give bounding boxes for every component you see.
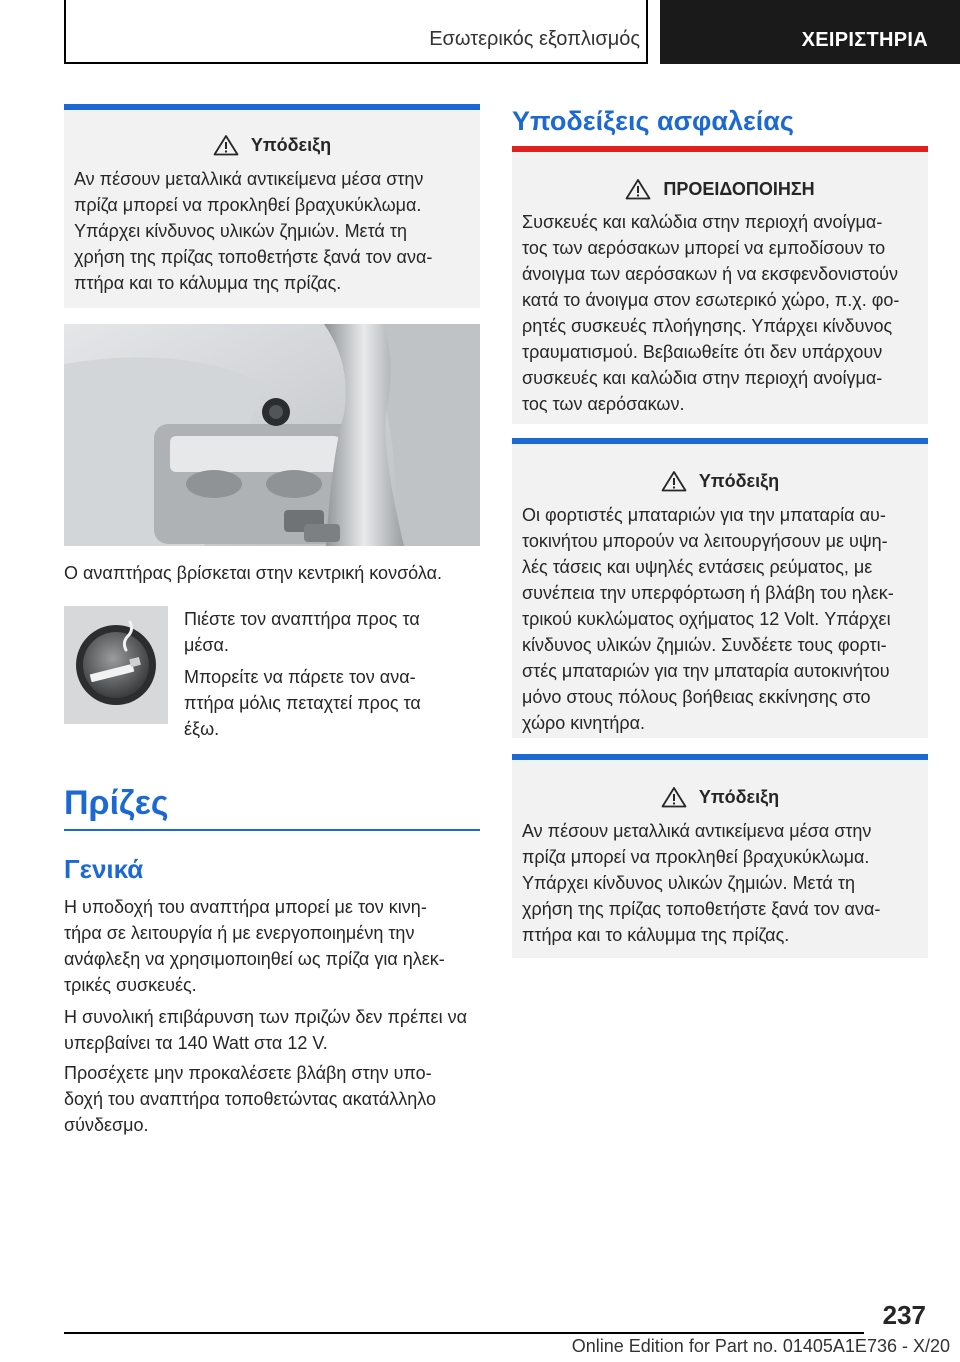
step-line: μέσα. [184,635,229,655]
paragraph-socket-usage [64,894,480,998]
note-line: στές μπαταριών για την μπαταρία αυτοκινήτου [522,661,890,681]
note-line: πρίζα μπορεί να προκληθεί βραχυκύκλωμα. [74,195,422,215]
header-rule-right [646,0,648,64]
header-chapter-tab[interactable]: ΧΕΙΡΙΣΤΗΡΙΑ [660,0,960,64]
paragraph-line: δοχή του αναπτήρα τοποθετώντας ακατάλληλο [64,1089,436,1109]
warning-line: τραυματισμού. Βεβαιωθείτε ότι δεν υπάρχουν [522,342,883,362]
note-body [64,156,480,296]
warning-triangle-icon [213,134,239,156]
warning-body [512,200,928,417]
note-header [64,134,480,156]
paragraph-line: τήρα σε λειτουργία ή με ενεργοποιημένη την [64,923,415,943]
warning-line: τος των αερόσακων. [522,394,685,414]
header-rule-bottom [64,62,648,64]
step-line: Πιέστε τον αναπτήρα προς τα [184,609,420,629]
paragraph-line: Προσέχετε μην προκαλέσετε βλάβη στην υπο- [64,1063,432,1083]
step-remove-lighter [184,664,480,742]
section-heading-safety: Υποδείξεις ασφαλείας [512,106,794,136]
photo-caption: Ο αναπτήρας βρίσκεται στην κεντρική κονσόλα. [64,563,442,583]
warning-line: κατά το άνοιγμα στον εσωτερικό χώρο, π.χ. φο- [522,290,900,310]
note-line: χρήση της πρίζας τοποθετήστε ξανά τον ανα- [522,899,881,919]
note-header [512,786,928,808]
warning-box-airbags [512,146,928,424]
header-rule-left [64,0,66,64]
note-line: Υπάρχει κίνδυνος υλικών ζημιών. Μετά τη [522,873,855,893]
note-line: πρίζα μπορεί να προκληθεί βραχυκύκλωμα. [522,847,870,867]
note-line: Αν πέσουν μεταλλικά αντικείμενα μέσα στην [74,169,424,189]
footer-edition: Online Edition for Part no. 01405A1E736 - X/20 [571,1336,950,1356]
warning-line: συσκευές και καλώδια στην περιοχή ανοίγμα- [522,368,883,388]
center-console-photo [64,324,480,546]
note-line: μόνο στους πόλους βοήθειας εκκίνησης στο [522,687,871,707]
paragraph-line: τρικές συσκευές. [64,975,197,995]
paragraph-line: σύνδεσμο. [64,1115,149,1135]
warning-line: άνοιγμα των αερόσακων ή να εκσφενδονιστούν [522,264,899,284]
note-line: πτήρα και το κάλυμμα της πρίζας. [74,273,342,293]
warning-triangle-icon [661,470,687,492]
paragraph-line: Η υποδοχή του αναπτήρα μπορεί με τον κινη- [64,897,427,917]
paragraph-line: υπερβαίνει τα 140 Watt στα 12 V. [64,1033,328,1053]
note-body [512,492,928,736]
warning-title: ΠΡΟΕΙΔΟΠΟΙΗΣΗ [663,178,815,199]
cigarette-lighter-image [64,606,168,724]
note-body [512,808,928,948]
note-header [512,470,928,492]
note-line: Οι φορτιστές μπαταριών για την μπαταρία αυ- [522,505,886,525]
warning-triangle-icon [625,178,651,200]
footer-rule [64,1332,864,1334]
note-box-battery-chargers [512,438,928,738]
note-line: τοκινήτου μπορούν να λειτουργήσουν με υψη- [522,531,888,551]
note-line: τρικού κυκλώματος οχήματος 12 Volt. Υπάρχει [522,609,891,629]
step-line: πτήρα μόλις πεταχτεί προς τα [184,693,421,713]
step-press-lighter [184,606,480,658]
warning-header [512,178,928,200]
warning-line: Συσκευές και καλώδια στην περιοχή ανοίγμα- [522,212,883,232]
warning-line: τος των αερόσακων μπορεί να εμποδίσουν το [522,238,886,258]
warning-line: ρητές συσκευές πλοήγησης. Υπάρχει κίνδυνος [522,316,893,336]
note-line: πτήρα και το κάλυμμα της πρίζας. [522,925,790,945]
note-line: συνέπεια την υπερφόρτωση ή βλάβη του ηλεκ- [522,583,894,603]
paragraph-line: Η συνολική επιβάρυνση των πριζών δεν πρέπει να [64,1007,467,1027]
warning-triangle-icon [661,786,687,808]
paragraph-socket-load [64,1004,484,1056]
step-line: Μπορείτε να πάρετε τον ανα- [184,667,416,687]
note-box-metal-objects-2 [512,754,928,958]
note-box-metal-objects [64,104,480,308]
section-heading-sockets: Πρίζες [64,784,169,822]
note-line: χρήση της πρίζας τοποθετήστε ξανά τον ανα- [74,247,433,267]
note-line: λές τάσεις και υψηλές εντάσεις ρεύματος, με [522,557,873,577]
step-line: έξω. [184,719,220,739]
paragraph-socket-damage [64,1060,480,1138]
note-line: κίνδυνος υλικών ζημιών. Συνδέετε τους φορτι- [522,635,887,655]
section-heading-rule [64,829,480,831]
note-title: Υπόδειξη [698,786,780,807]
note-line: χώρο κινητήρα. [522,713,646,733]
note-title: Υπόδειξη [698,470,780,491]
note-title: Υπόδειξη [250,134,332,155]
paragraph-line: ανάφλεξη να χρησιμοποιηθεί ως πρίζα για ηλεκ- [64,949,445,969]
page-number: 237 [882,1300,926,1330]
subsection-heading-general: Γενικά [64,854,144,884]
header-section-title: Εσωτερικός εξοπλισμός [429,28,640,50]
note-line: Υπάρχει κίνδυνος υλικών ζημιών. Μετά τη [74,221,407,241]
note-line: Αν πέσουν μεταλλικά αντικείμενα μέσα στην [522,821,872,841]
